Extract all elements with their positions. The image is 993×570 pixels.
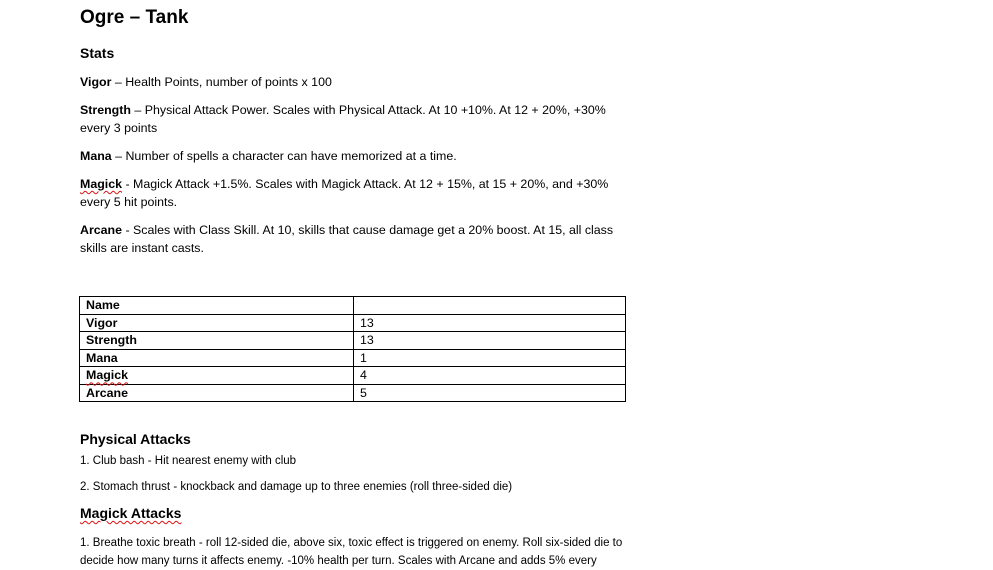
table-row <box>80 384 626 402</box>
stat-text: – Number of spells a character can have memorized at a time. <box>111 149 457 163</box>
table-cell-value: 5 <box>354 384 626 402</box>
stat-term: Vigor <box>80 75 112 89</box>
table-cell-label: Name <box>80 297 354 315</box>
table-cell-value <box>354 297 626 315</box>
table-cell-label: Vigor <box>80 314 354 332</box>
stat-term: Magick <box>80 177 123 191</box>
table-cell-label-text: Magick <box>86 368 129 383</box>
stat-description-strength <box>80 101 625 137</box>
stat-text: - Magick Attack +1.5%. Scales with Magick Attack. At 12 + 15%, at 15 + 20%, and +30% every 5 hit points. <box>80 177 609 209</box>
stat-description-arcane <box>80 221 625 257</box>
stat-description-mana <box>80 147 625 165</box>
table-row <box>80 367 626 385</box>
table-cell-label: Mana <box>80 349 354 367</box>
magick-attacks-heading <box>80 505 181 521</box>
stats-table <box>79 296 626 402</box>
magick-attack-item: 1. Breathe toxic breath - roll 12-sided die, above six, toxic effect is triggered on enemy. Roll six-sided die to decide how many turns it affects enemy. -10% health per turn. Scales with Arcane and adds 5% every <box>80 537 623 567</box>
stat-text: – Health Points, number of points x 100 <box>111 75 332 89</box>
stat-term: Arcane <box>80 223 123 237</box>
table-cell-value: 1 <box>354 349 626 367</box>
table-cell-value: 4 <box>354 367 626 385</box>
stat-term: Strength <box>80 103 131 117</box>
stats-heading: Stats <box>80 45 115 61</box>
stat-description-vigor <box>80 73 625 91</box>
magick-heading-text: Magick Attacks <box>80 505 182 521</box>
stat-description-magick <box>80 175 625 211</box>
table-row <box>80 349 626 367</box>
stat-term: Mana <box>80 149 112 163</box>
stat-text: – Physical Attack Power. Scales with Physical Attack. At 10 +10%. At 12 + 20%, +30% every 3 points <box>80 103 606 135</box>
stat-text: - Scales with Class Skill. At 10, skills that cause damage get a 20% boost. At 15, all class skills are instant casts. <box>80 223 614 255</box>
physical-attacks-heading: Physical Attacks <box>80 431 191 447</box>
table-cell-value: 13 <box>354 332 626 350</box>
table-row <box>80 297 626 315</box>
physical-attack-item: 1. Club bash - Hit nearest enemy with club <box>80 455 297 467</box>
physical-attack-item: 2. Stomach thrust - knockback and damage up to three enemies (roll three-sided die) <box>80 481 513 493</box>
table-row <box>80 314 626 332</box>
table-cell-label: Strength <box>80 332 354 350</box>
table-row <box>80 332 626 350</box>
table-cell-value: 13 <box>354 314 626 332</box>
page-title: Ogre – Tank <box>80 7 189 28</box>
table-cell-label <box>80 367 354 385</box>
table-cell-label: Arcane <box>80 384 354 402</box>
